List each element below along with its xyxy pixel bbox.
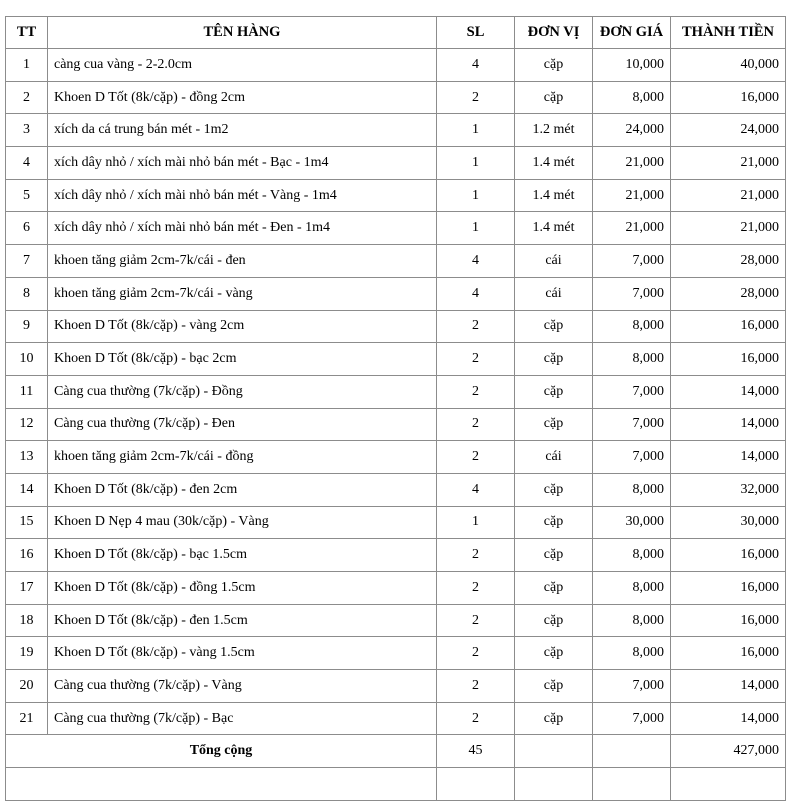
table-row bbox=[6, 702, 786, 735]
cell-unit: cái bbox=[515, 277, 593, 310]
cell-tt: 7 bbox=[6, 245, 48, 278]
cell-qty: 2 bbox=[437, 539, 515, 572]
cell-tt: 1 bbox=[6, 49, 48, 82]
cell-unit: cặp bbox=[515, 81, 593, 114]
cell-item-name: Càng cua thường (7k/cặp) - Đồng bbox=[48, 375, 437, 408]
cell-tt: 17 bbox=[6, 572, 48, 605]
cell-qty: 1 bbox=[437, 114, 515, 147]
cell-qty: 1 bbox=[437, 506, 515, 539]
cell-qty: 1 bbox=[437, 212, 515, 245]
cell-price: 24,000 bbox=[593, 114, 671, 147]
cell-item-name: xích dây nhỏ / xích mài nhỏ bán mét - Vàng - 1m4 bbox=[48, 179, 437, 212]
cell-amount: 21,000 bbox=[671, 147, 786, 180]
cell-tt: 14 bbox=[6, 473, 48, 506]
cell-unit: cặp bbox=[515, 702, 593, 735]
cell-price: 8,000 bbox=[593, 473, 671, 506]
cell-amount: 16,000 bbox=[671, 539, 786, 572]
cell-amount: 16,000 bbox=[671, 637, 786, 670]
cell-qty: 2 bbox=[437, 702, 515, 735]
cell-item-name: Càng cua thường (7k/cặp) - Đen bbox=[48, 408, 437, 441]
cell-qty: 2 bbox=[437, 408, 515, 441]
cell-price: 7,000 bbox=[593, 441, 671, 474]
cell-price: 7,000 bbox=[593, 277, 671, 310]
cell-unit: cặp bbox=[515, 375, 593, 408]
cell-amount: 28,000 bbox=[671, 277, 786, 310]
cell-qty: 4 bbox=[437, 49, 515, 82]
cell-unit: cặp bbox=[515, 604, 593, 637]
cell-unit: cặp bbox=[515, 408, 593, 441]
cell-item-name: xích da cá trung bán mét - 1m2 bbox=[48, 114, 437, 147]
total-label: Tổng cộng bbox=[6, 735, 437, 768]
cell-price: 30,000 bbox=[593, 506, 671, 539]
trailing-cell bbox=[437, 768, 515, 801]
cell-tt: 21 bbox=[6, 702, 48, 735]
cell-unit: cái bbox=[515, 245, 593, 278]
cell-amount: 14,000 bbox=[671, 670, 786, 703]
table-row bbox=[6, 539, 786, 572]
cell-unit: cặp bbox=[515, 670, 593, 703]
trailing-row bbox=[6, 768, 786, 801]
cell-price: 8,000 bbox=[593, 310, 671, 343]
cell-item-name: Khoen D Tốt (8k/cặp) - đồng 2cm bbox=[48, 81, 437, 114]
cell-price: 8,000 bbox=[593, 343, 671, 376]
table-row bbox=[6, 49, 786, 82]
cell-qty: 2 bbox=[437, 572, 515, 605]
cell-price: 21,000 bbox=[593, 147, 671, 180]
cell-unit: cặp bbox=[515, 49, 593, 82]
cell-item-name: Khoen D Tốt (8k/cặp) - bạc 2cm bbox=[48, 343, 437, 376]
cell-unit: cặp bbox=[515, 506, 593, 539]
cell-amount: 28,000 bbox=[671, 245, 786, 278]
cell-price: 7,000 bbox=[593, 670, 671, 703]
cell-price: 7,000 bbox=[593, 245, 671, 278]
cell-amount: 14,000 bbox=[671, 375, 786, 408]
cell-tt: 15 bbox=[6, 506, 48, 539]
cell-item-name: Khoen D Tốt (8k/cặp) - vàng 1.5cm bbox=[48, 637, 437, 670]
cell-unit: cái bbox=[515, 441, 593, 474]
cell-item-name: Khoen D Tốt (8k/cặp) - đồng 1.5cm bbox=[48, 572, 437, 605]
cell-item-name: xích dây nhỏ / xích mài nhỏ bán mét - Bạc - 1m4 bbox=[48, 147, 437, 180]
cell-price: 8,000 bbox=[593, 637, 671, 670]
table-row bbox=[6, 212, 786, 245]
cell-qty: 2 bbox=[437, 637, 515, 670]
cell-item-name: Càng cua thường (7k/cặp) - Vàng bbox=[48, 670, 437, 703]
cell-qty: 1 bbox=[437, 147, 515, 180]
table-row bbox=[6, 81, 786, 114]
cell-qty: 1 bbox=[437, 179, 515, 212]
cell-price: 21,000 bbox=[593, 179, 671, 212]
header-qty: SL bbox=[437, 17, 515, 49]
cell-item-name: xích dây nhỏ / xích mài nhỏ bán mét - Đen - 1m4 bbox=[48, 212, 437, 245]
total-price-empty bbox=[593, 735, 671, 768]
cell-unit: cặp bbox=[515, 473, 593, 506]
cell-price: 8,000 bbox=[593, 81, 671, 114]
trailing-cell bbox=[515, 768, 593, 801]
cell-qty: 2 bbox=[437, 441, 515, 474]
table-row bbox=[6, 179, 786, 212]
table-row bbox=[6, 408, 786, 441]
cell-tt: 2 bbox=[6, 81, 48, 114]
cell-price: 7,000 bbox=[593, 375, 671, 408]
trailing-cell bbox=[593, 768, 671, 801]
cell-amount: 30,000 bbox=[671, 506, 786, 539]
cell-amount: 16,000 bbox=[671, 604, 786, 637]
cell-price: 10,000 bbox=[593, 49, 671, 82]
cell-tt: 6 bbox=[6, 212, 48, 245]
total-amount: 427,000 bbox=[671, 735, 786, 768]
table-row bbox=[6, 375, 786, 408]
cell-item-name: Khoen D Nẹp 4 mau (30k/cặp) - Vàng bbox=[48, 506, 437, 539]
cell-unit: 1.4 mét bbox=[515, 179, 593, 212]
cell-amount: 21,000 bbox=[671, 212, 786, 245]
cell-tt: 20 bbox=[6, 670, 48, 703]
cell-qty: 2 bbox=[437, 604, 515, 637]
header-tt: TT bbox=[6, 17, 48, 49]
cell-tt: 10 bbox=[6, 343, 48, 376]
cell-amount: 16,000 bbox=[671, 81, 786, 114]
cell-unit: cặp bbox=[515, 343, 593, 376]
cell-tt: 12 bbox=[6, 408, 48, 441]
cell-tt: 13 bbox=[6, 441, 48, 474]
table-row bbox=[6, 277, 786, 310]
cell-price: 21,000 bbox=[593, 212, 671, 245]
cell-unit: cặp bbox=[515, 572, 593, 605]
trailing-cell bbox=[671, 768, 786, 801]
cell-amount: 40,000 bbox=[671, 49, 786, 82]
cell-item-name: Khoen D Tốt (8k/cặp) - đen 1.5cm bbox=[48, 604, 437, 637]
cell-tt: 19 bbox=[6, 637, 48, 670]
table-row bbox=[6, 604, 786, 637]
table-footer bbox=[6, 735, 786, 800]
cell-qty: 4 bbox=[437, 245, 515, 278]
cell-tt: 4 bbox=[6, 147, 48, 180]
table-row bbox=[6, 310, 786, 343]
table-row bbox=[6, 245, 786, 278]
table-body bbox=[6, 49, 786, 735]
cell-item-name: khoen tăng giảm 2cm-7k/cái - đồng bbox=[48, 441, 437, 474]
cell-amount: 24,000 bbox=[671, 114, 786, 147]
cell-item-name: khoen tăng giảm 2cm-7k/cái - vàng bbox=[48, 277, 437, 310]
cell-qty: 2 bbox=[437, 670, 515, 703]
table-row bbox=[6, 473, 786, 506]
header-amount: THÀNH TIỀN bbox=[671, 17, 786, 49]
cell-tt: 3 bbox=[6, 114, 48, 147]
cell-amount: 16,000 bbox=[671, 310, 786, 343]
total-row bbox=[6, 735, 786, 768]
cell-tt: 18 bbox=[6, 604, 48, 637]
cell-qty: 2 bbox=[437, 343, 515, 376]
cell-price: 8,000 bbox=[593, 572, 671, 605]
invoice-sheet bbox=[5, 16, 786, 801]
cell-amount: 21,000 bbox=[671, 179, 786, 212]
cell-price: 8,000 bbox=[593, 604, 671, 637]
total-qty: 45 bbox=[437, 735, 515, 768]
cell-amount: 14,000 bbox=[671, 702, 786, 735]
cell-price: 8,000 bbox=[593, 539, 671, 572]
cell-amount: 16,000 bbox=[671, 343, 786, 376]
cell-item-name: Khoen D Tốt (8k/cặp) - bạc 1.5cm bbox=[48, 539, 437, 572]
table-row bbox=[6, 114, 786, 147]
cell-unit: cặp bbox=[515, 539, 593, 572]
invoice-table bbox=[5, 16, 786, 801]
cell-qty: 2 bbox=[437, 375, 515, 408]
cell-price: 7,000 bbox=[593, 702, 671, 735]
cell-unit: 1.4 mét bbox=[515, 212, 593, 245]
cell-tt: 8 bbox=[6, 277, 48, 310]
cell-unit: cặp bbox=[515, 637, 593, 670]
cell-unit: 1.2 mét bbox=[515, 114, 593, 147]
table-row bbox=[6, 506, 786, 539]
cell-amount: 14,000 bbox=[671, 408, 786, 441]
trailing-cell bbox=[6, 768, 437, 801]
cell-amount: 14,000 bbox=[671, 441, 786, 474]
table-header bbox=[6, 17, 786, 49]
table-row bbox=[6, 343, 786, 376]
table-row bbox=[6, 637, 786, 670]
cell-price: 7,000 bbox=[593, 408, 671, 441]
table-row bbox=[6, 441, 786, 474]
header-price: ĐƠN GIÁ bbox=[593, 17, 671, 49]
cell-item-name: Càng cua thường (7k/cặp) - Bạc bbox=[48, 702, 437, 735]
header-name: TÊN HÀNG bbox=[48, 17, 437, 49]
cell-unit: 1.4 mét bbox=[515, 147, 593, 180]
cell-qty: 4 bbox=[437, 473, 515, 506]
header-row bbox=[6, 17, 786, 49]
header-unit: ĐƠN VỊ bbox=[515, 17, 593, 49]
cell-qty: 2 bbox=[437, 310, 515, 343]
cell-item-name: Khoen D Tốt (8k/cặp) - đen 2cm bbox=[48, 473, 437, 506]
cell-amount: 16,000 bbox=[671, 572, 786, 605]
cell-qty: 2 bbox=[437, 81, 515, 114]
table-row bbox=[6, 670, 786, 703]
cell-unit: cặp bbox=[515, 310, 593, 343]
cell-item-name: càng cua vàng - 2-2.0cm bbox=[48, 49, 437, 82]
cell-tt: 5 bbox=[6, 179, 48, 212]
cell-item-name: Khoen D Tốt (8k/cặp) - vàng 2cm bbox=[48, 310, 437, 343]
cell-tt: 11 bbox=[6, 375, 48, 408]
total-unit-empty bbox=[515, 735, 593, 768]
cell-tt: 16 bbox=[6, 539, 48, 572]
cell-tt: 9 bbox=[6, 310, 48, 343]
cell-item-name: khoen tăng giảm 2cm-7k/cái - đen bbox=[48, 245, 437, 278]
table-row bbox=[6, 572, 786, 605]
cell-qty: 4 bbox=[437, 277, 515, 310]
table-row bbox=[6, 147, 786, 180]
cell-amount: 32,000 bbox=[671, 473, 786, 506]
